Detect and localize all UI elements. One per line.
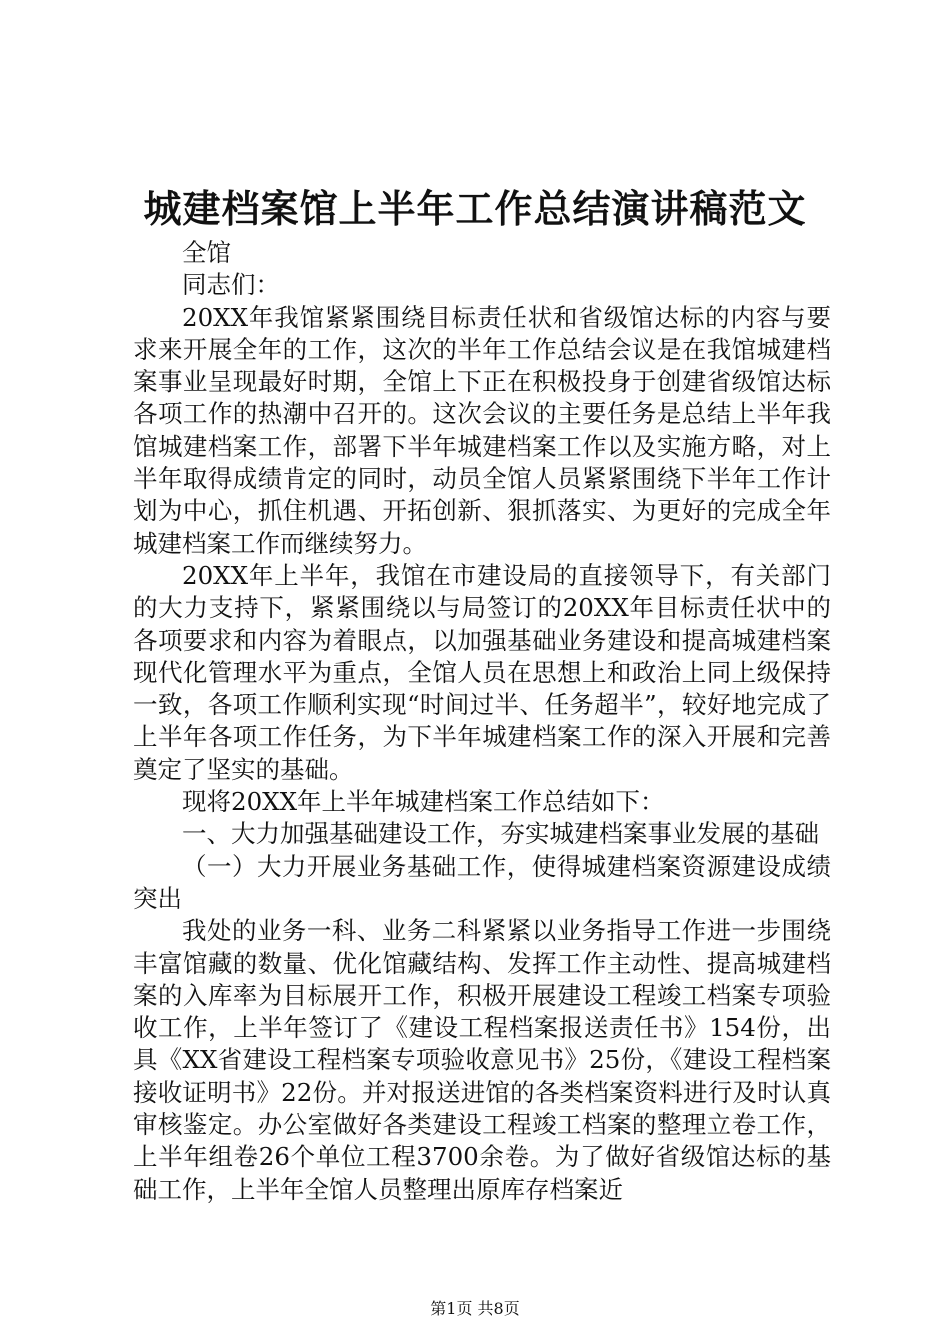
- paragraph: 现将20XX年上半年城建档案工作总结如下：: [182, 787, 665, 817]
- greeting-line: 同志们：: [182, 270, 280, 300]
- document-body: [133, 237, 831, 1206]
- salutation-line: 全馆: [182, 238, 231, 267]
- document-title: 城建档案馆上半年工作总结演讲稿范文: [143, 186, 807, 231]
- subsection-heading: （一）大力开展业务基础工作，使得城建档案资源建设成绩突出: [133, 851, 831, 913]
- section-heading: 一、大力加强基础建设工作，夯实城建档案事业发展的基础: [182, 819, 819, 849]
- paragraph: 我处的业务一科、业务二科紧紧以业务指导工作进一步围绕丰富馆藏的数量、优化馆藏结构、发挥工作主动性、提高城建档案的入库率为目标展开工作，积极开展建设工程竣工档案专项验收工作，上半年签订了《建设工程档案报送责任书》154份，出具《XX省建设工程档案专项验收意见书》25份，《建设工程档案接收证明书》22份。并对报送进馆的各类档案资料进行及时认真审核鉴定。办公室做好各类建设工程竣工档案的整理立卷工作，上半年组卷26个单位工程3700余卷。为了做好省级馆达标的基础工作，上半年全馆人员整理出原库存档案近: [133, 916, 831, 1204]
- page-footer: 第1页 共8页: [430, 1299, 520, 1318]
- paragraph: 20XX年上半年，我馆在市建设局的直接领导下，有关部门的大力支持下，紧紧围绕以与局签订的20XX年目标责任状中的各项要求和内容为着眼点，以加强基础业务建设和提高城建档案现代化管理水平为重点，全馆人员在思想上和政治上同上级保持一致，各项工作顺利实现“时间过半、任务超半”，较好地完成了上半年各项工作任务，为下半年城建档案工作的深入开展和完善奠定了坚实的基础。: [133, 560, 831, 784]
- paragraph: 20XX年我馆紧紧围绕目标责任状和省级馆达标的内容与要求来开展全年的工作，这次的半年工作总结会议是在我馆城建档案事业呈现最好时期，全馆上下正在积极投身于创建省级馆达标各项工作的热潮中召开的。这次会议的主要任务是总结上半年我馆城建档案工作，部署下半年城建档案工作以及实施方略，对上半年取得成绩肯定的同时，动员全馆人员紧紧围绕下半年工作计划为中心，抓住机遇、开拓创新、狠抓落实、为更好的完成全年城建档案工作而继续努力。: [133, 302, 831, 558]
